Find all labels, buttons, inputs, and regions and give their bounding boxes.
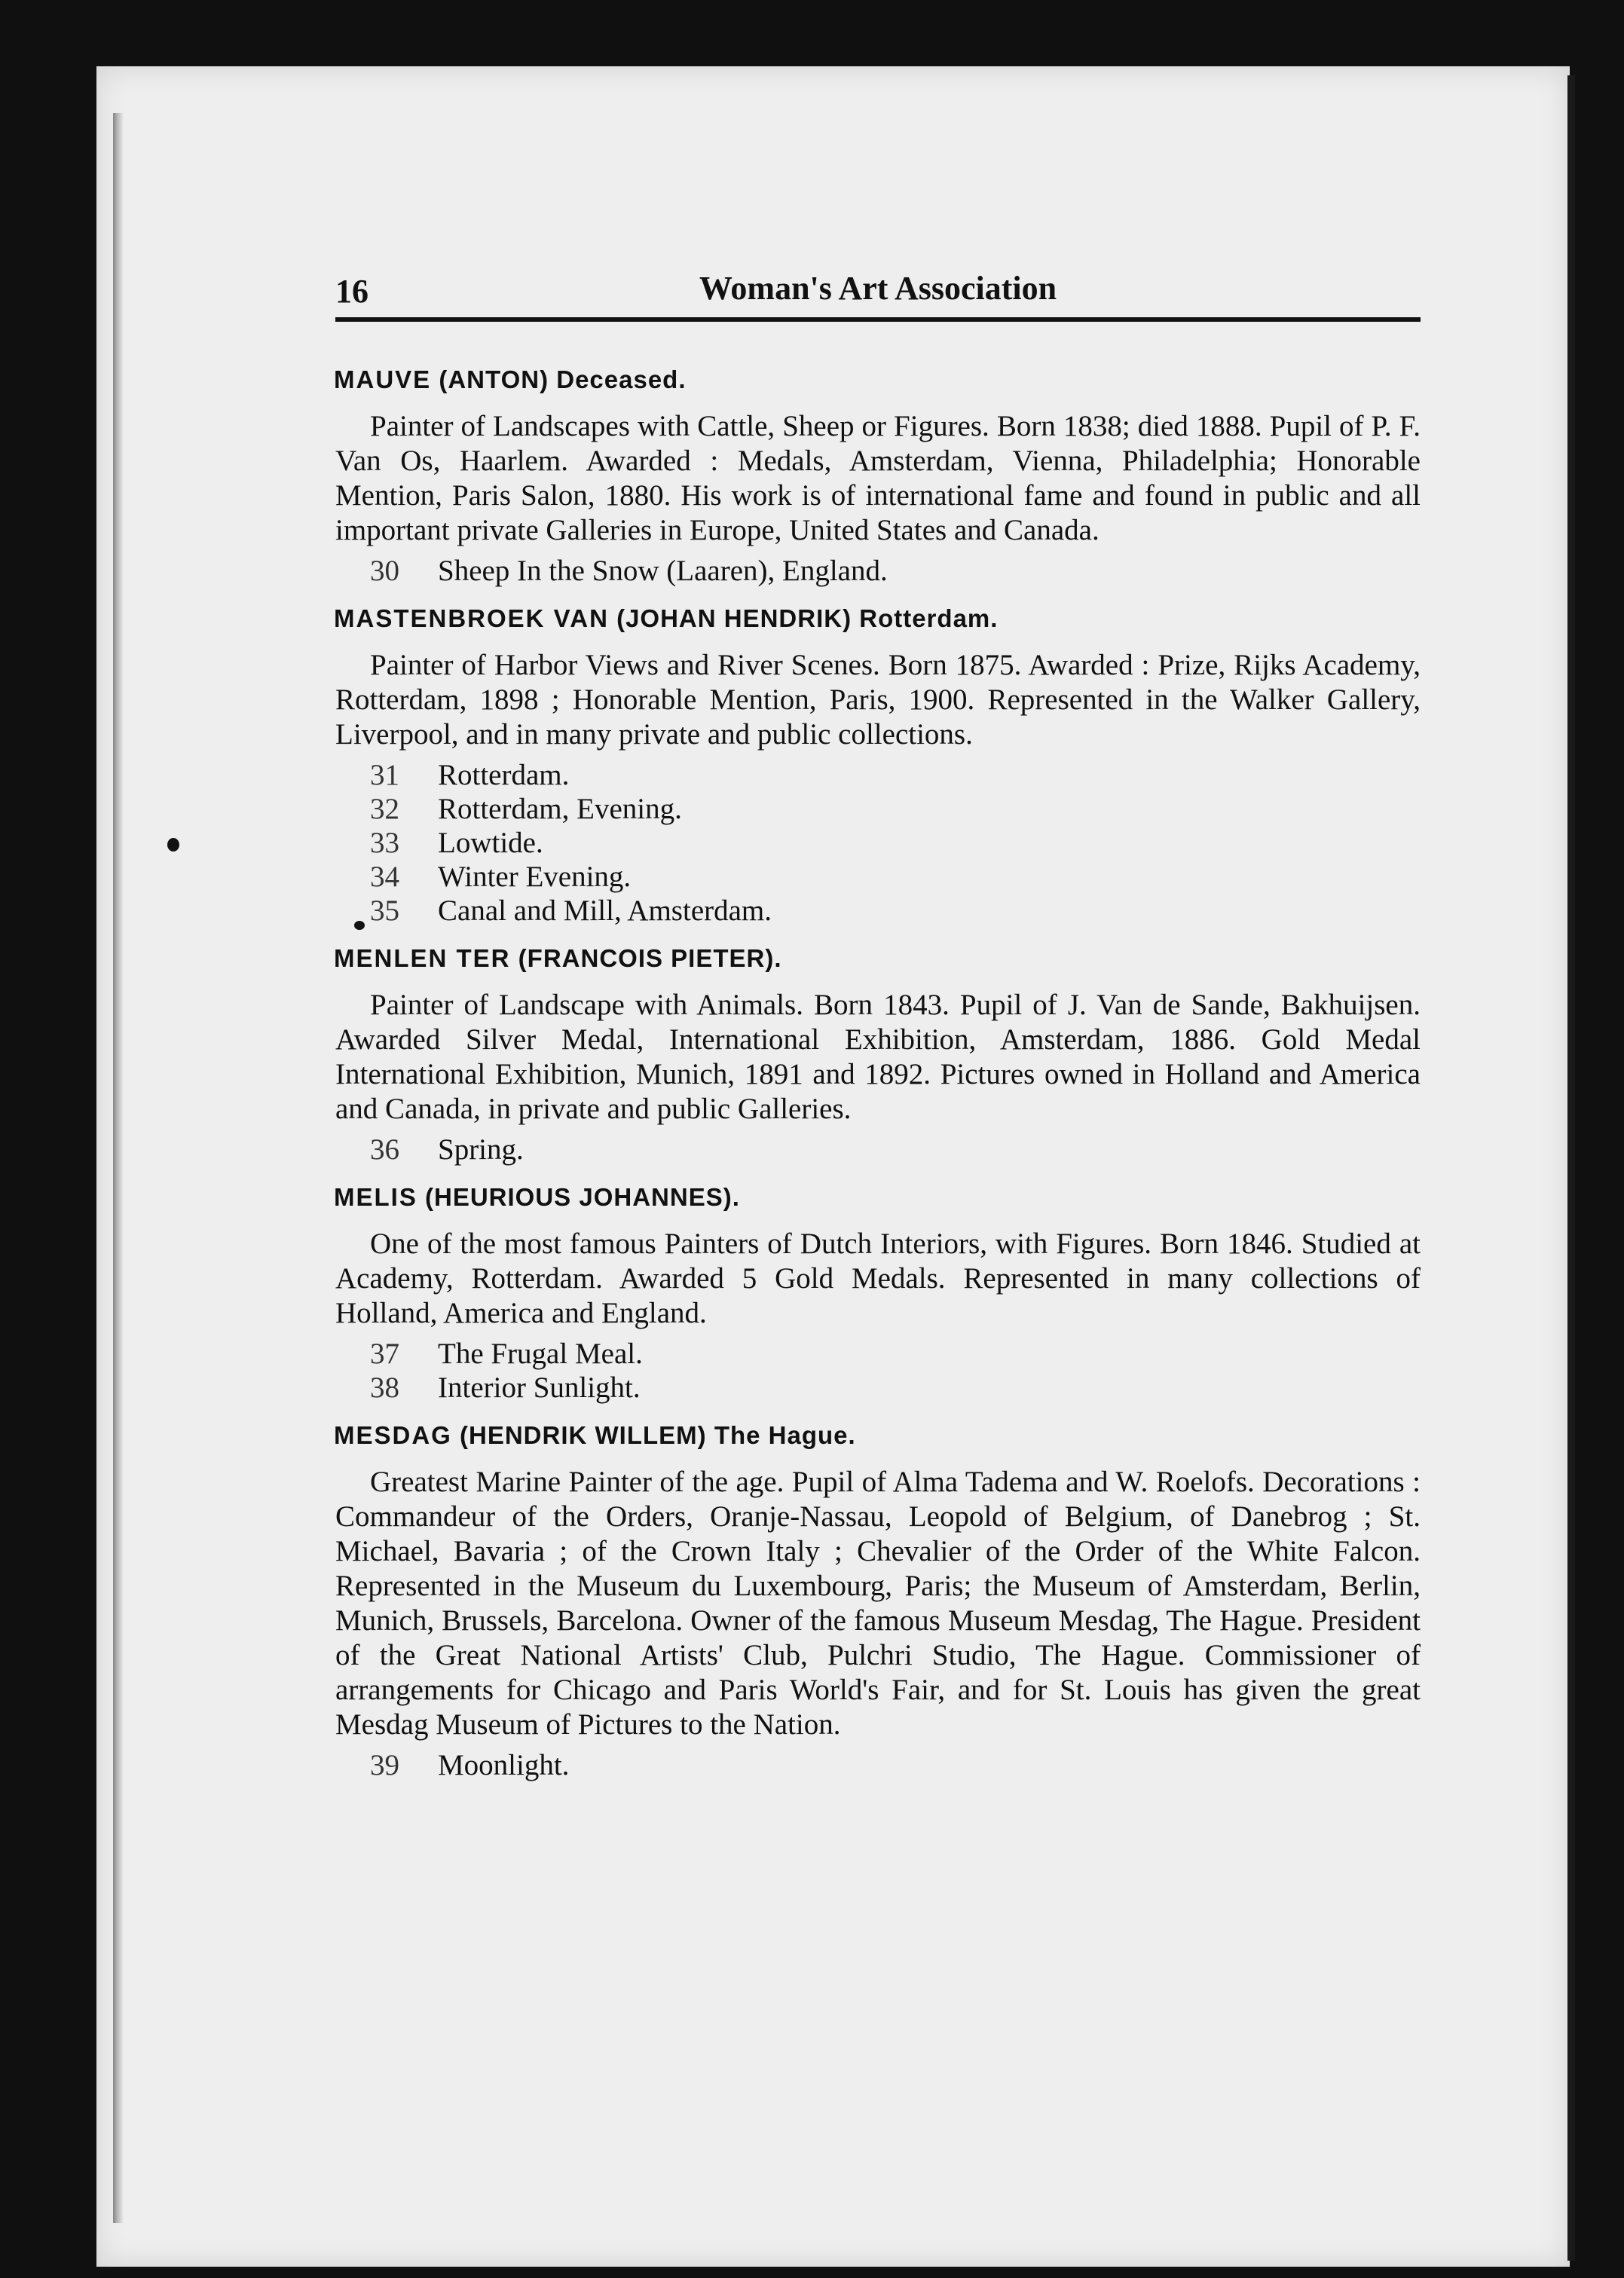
work-number: 36 — [370, 1133, 399, 1166]
page-title: Woman's Art Association — [699, 270, 1057, 307]
works-list — [335, 1748, 1421, 1782]
artist-surname: MENLEN TER — [334, 944, 511, 972]
artist-surname: MAUVE — [334, 365, 432, 393]
work-item — [335, 894, 1421, 928]
works-list — [335, 1337, 1421, 1405]
work-title: Winter Evening. — [438, 861, 632, 893]
work-number: 39 — [370, 1749, 399, 1781]
artist-note: Rotterdam. — [859, 604, 999, 632]
artist-entries — [335, 362, 1421, 1782]
work-number: 35 — [370, 894, 399, 927]
artist-note: Deceased. — [556, 365, 687, 393]
artist-entry — [335, 1418, 1421, 1782]
artist-biography: Painter of Landscape with Animals. Born 1843. Pupil of J. Van de Sande, Bakhuijsen. Awarded Silver Medal, International Exhibition, Amsterdam, 1886. Gold Medal International Exhibition, Munich, 1891 and 1892. Pictures owned in Holland and America and Canada, in private and public Galleries. — [335, 989, 1421, 1125]
works-list — [335, 758, 1421, 928]
artist-entry — [335, 601, 1421, 928]
artist-given-names: (JOHAN HENDRIK) — [616, 604, 852, 632]
work-item — [335, 758, 1421, 792]
artist-surname: MESDAG — [334, 1421, 452, 1449]
artist-heading — [334, 362, 1421, 397]
work-item — [335, 554, 1421, 588]
page-right-edge — [1567, 75, 1575, 2261]
artist-heading — [334, 941, 1421, 976]
artist-biography: Greatest Marine Painter of the age. Pupil of Alma Tadema and W. Roelofs. Decorations : Commandeur of the Orders, Oranje-Nassau, Leopold of Belgium, of Danebrog ; St. Michael, Bavaria ; of the Crown Italy ; Chevalier of the Order of the White Falcon. Represented in the Museum du Luxembourg, Paris; the Museum of Amsterdam, Berlin, Munich, Brussels, Barcelona. Owner of the famous Museum Mesdag, The Hague. President of the Great National Artists' Club, Pulchri Studio, The Hague. Commissioner of arrangements for Chicago and Paris World's Fair, and for St. Louis has given the great Mesdag Museum of Pictures to the Nation. — [335, 1466, 1421, 1741]
work-item — [335, 1133, 1421, 1167]
work-number: 31 — [370, 759, 399, 791]
work-number: 30 — [370, 555, 399, 587]
artist-heading — [334, 1418, 1421, 1453]
works-list — [335, 554, 1421, 588]
work-number: 34 — [370, 861, 399, 893]
work-item — [335, 1337, 1421, 1371]
work-title: Lowtide. — [438, 827, 543, 859]
work-title: The Frugal Meal. — [438, 1338, 643, 1370]
page-content — [335, 268, 1421, 1796]
work-number: 38 — [370, 1371, 399, 1404]
work-item — [335, 860, 1421, 894]
artist-biography: One of the most famous Painters of Dutch Interiors, with Figures. Born 1846. Studied at Academy, Rotterdam. Awarded 5 Gold Medals. Represented in many collections of Holland, America and England. — [335, 1228, 1421, 1329]
artist-note: The Hague. — [714, 1421, 856, 1449]
work-number: 33 — [370, 827, 399, 859]
work-number: 32 — [370, 793, 399, 825]
artist-given-names: (ANTON) — [439, 365, 549, 393]
work-number: 37 — [370, 1338, 399, 1370]
work-title: Canal and Mill, Amsterdam. — [438, 894, 772, 927]
work-title: Rotterdam. — [438, 759, 570, 791]
artist-surname: MELIS — [334, 1183, 417, 1211]
artist-biography: Painter of Landscapes with Cattle, Sheep or Figures. Born 1838; died 1888. Pupil of P. F. Van Os, Haarlem. Awarded : Medals, Amsterdam, Vienna, Philadelphia; Honorable Mention, Paris Salon, 1880. His work is of international fame and found in public and all important private Galleries in Europe, United States and Canada. — [335, 410, 1421, 546]
artist-surname: MASTENBROEK VAN — [334, 604, 609, 632]
work-title: Rotterdam, Evening. — [438, 793, 682, 825]
work-item — [335, 792, 1421, 826]
running-head — [335, 268, 1421, 322]
artist-given-names: (HEURIOUS JOHANNES). — [425, 1183, 740, 1211]
artist-given-names: (FRANCOIS PIETER). — [518, 944, 782, 972]
artist-biography: Painter of Harbor Views and River Scenes. Born 1875. Awarded : Prize, Rijks Academy, Rotterdam, 1898 ; Honorable Mention, Paris, 1900. Represented in the Walker Gallery, Liverpool, and in many private and public collections. — [335, 649, 1421, 751]
artist-entry — [335, 362, 1421, 588]
margin-ink-mark — [167, 838, 179, 852]
work-title: Sheep In the Snow (Laaren), England. — [438, 555, 888, 587]
work-title: Interior Sunlight. — [438, 1371, 641, 1404]
page-binding-edge — [113, 113, 124, 2223]
artist-entry — [335, 941, 1421, 1167]
artist-heading — [334, 1180, 1421, 1215]
work-title: Moonlight. — [438, 1749, 570, 1781]
work-title: Spring. — [438, 1133, 524, 1166]
page-number: 16 — [335, 273, 369, 310]
work-item — [335, 826, 1421, 860]
artist-heading — [334, 601, 1421, 636]
artist-given-names: (HENDRIK WILLEM) — [460, 1421, 707, 1449]
work-item — [335, 1748, 1421, 1782]
artist-entry — [335, 1180, 1421, 1405]
works-list — [335, 1133, 1421, 1167]
work-item — [335, 1371, 1421, 1405]
